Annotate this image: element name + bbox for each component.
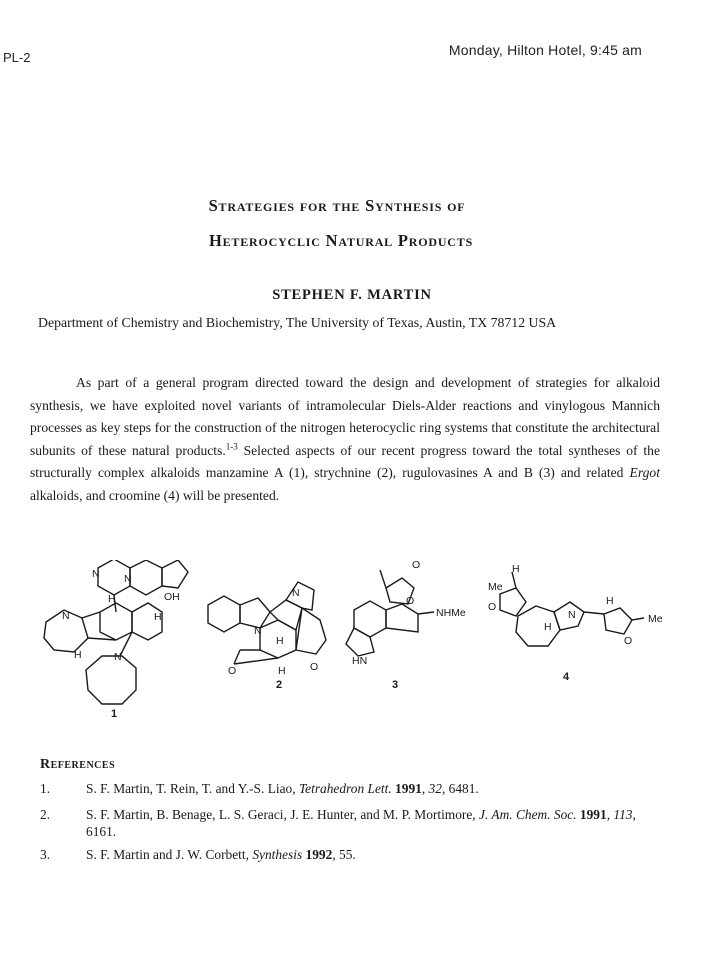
benzene-ring [208, 596, 240, 632]
atom-h-3: H [74, 649, 82, 661]
ref-pages: , 6481. [441, 781, 479, 796]
label-3: 3 [392, 679, 399, 691]
ref-pages: , 55. [332, 847, 356, 862]
atom-o-3: O [412, 560, 421, 571]
lactone-ring-b [604, 608, 632, 634]
ref-year: 1992 [302, 847, 333, 862]
ref-authors: S. F. Martin, B. Benage, L. S. Geraci, J. E. Hunter, and M. P. Mortimore, [86, 807, 479, 822]
atom-n-7: N [568, 609, 576, 621]
abstract-italic: Ergot [629, 465, 660, 480]
ring-d [270, 600, 302, 630]
title-line-1 [0, 196, 689, 216]
atom-h-8: H [606, 595, 614, 607]
atom-n-5: N [254, 625, 262, 637]
atom-o-4: O [406, 595, 415, 607]
atom-n-6: N [292, 587, 300, 599]
label-1: 1 [111, 708, 118, 720]
atom-n-3: N [62, 610, 70, 622]
abstract [30, 372, 660, 507]
structure-4 [488, 563, 663, 683]
atom-n-1: N [92, 568, 100, 580]
ref-authors: S. F. Martin and J. W. Corbett, [86, 847, 253, 862]
ref-pages: , 6161. [86, 807, 636, 839]
reference-text [86, 846, 666, 863]
ref-year: 1991 [576, 807, 607, 822]
atom-n-2: N [124, 573, 132, 585]
title-text-1: Strategies for the Synthesis of [208, 196, 466, 215]
atom-h-7: H [544, 621, 552, 633]
reference-number: 1. [40, 781, 51, 796]
atom-oh: OH [164, 591, 180, 603]
reference-text [86, 806, 666, 840]
atom-o-5: O [488, 601, 497, 613]
indoline-ring [240, 598, 270, 628]
atom-h-4: H [276, 635, 284, 647]
atom-h-2: H [108, 593, 116, 605]
structure-2 [208, 582, 326, 691]
atom-h-5: H [278, 665, 286, 677]
atom-me-1: Me [488, 581, 503, 593]
pyrrolidine-ring [286, 582, 314, 610]
indole-ring-a [130, 560, 162, 595]
atom-hn: HN [352, 655, 368, 667]
reference-text [86, 780, 666, 797]
lactone-ring-a [500, 588, 526, 616]
reference-number: 3. [40, 847, 51, 862]
abstract-part-3: alkaloids, and croomine (4) will be presented. [30, 487, 280, 503]
ring-e [296, 608, 326, 654]
abstract-part-1: As part of a general program directed toward the design and development of strategies for alkaloid synthesis, we have exploited novel variants of intramolecular Diels-Alder reactions and vinylogous Mannich processes as key steps for the construction of the nitrogen heterocyclic ring systems that constitute the architectural subunits of these natural products. [30, 375, 660, 458]
label-4: 4 [563, 671, 570, 683]
affiliation: Department of Chemistry and Biochemistry, The University of Texas, Austin, TX 78712 USA [38, 315, 557, 330]
citation: 1-3 [225, 440, 238, 451]
atom-nhme: NHMe [436, 607, 466, 619]
atom-o-6: O [624, 635, 633, 647]
benz-ring-3 [354, 601, 386, 637]
structure-3 [346, 560, 466, 691]
structures-figure [40, 560, 680, 735]
label-2: 2 [276, 679, 283, 691]
atom-h-6: H [512, 563, 520, 575]
ref-volume: , 113 [606, 807, 633, 822]
pyrrole-ring [346, 628, 374, 656]
reference-number: 2. [40, 807, 51, 822]
atom-o-1: O [228, 665, 237, 677]
structure-1 [44, 560, 188, 720]
session-info: Monday, Hilton Hotel, 9:45 am [448, 42, 642, 58]
macro-ring-b [86, 656, 136, 704]
atom-n-4: N [114, 651, 122, 663]
author: STEPHEN F. MARTIN [272, 287, 432, 303]
ref-year: 1991 [391, 781, 422, 796]
atom-me-2: Me [648, 613, 663, 625]
ref-journal: Synthesis [252, 847, 303, 862]
abstract-part-2: Selected aspects of our recent progress toward the total syntheses of the structurally complex alkaloids manzamine A (1), strychnine (2), rugulovasines A and B (3) and related [30, 442, 660, 480]
indole-ring-b [162, 560, 188, 588]
ref-journal: Tetrahedron Lett. [298, 781, 392, 796]
references-heading: References [40, 757, 116, 772]
atom-o-2: O [310, 661, 319, 673]
ref-journal: J. Am. Chem. Soc. [479, 807, 577, 822]
ref-volume: , 32 [421, 781, 442, 796]
ref-authors: S. F. Martin, T. Rein, T. and Y.-S. Liao, [86, 781, 299, 796]
atom-h-1: H [154, 611, 162, 623]
title-text-2: Heterocyclic Natural Products [208, 231, 474, 250]
title-line-2 [0, 231, 693, 251]
paper-code: PL-2 [3, 50, 31, 65]
ring-3b [386, 604, 418, 632]
